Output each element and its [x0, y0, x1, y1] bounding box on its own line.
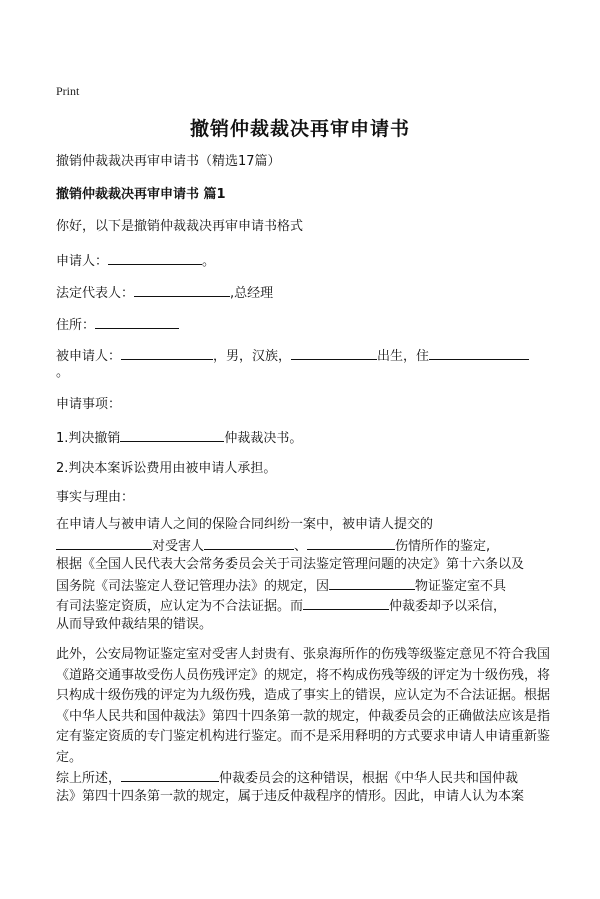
legal-rep-label: 法定代表人：	[56, 286, 135, 301]
respondent-line	[56, 345, 529, 367]
respondent-mid2: 出生，住	[377, 349, 430, 364]
p1-l4-b: 物证鉴定室不具	[415, 579, 507, 594]
address-line	[56, 314, 179, 336]
applicant-label: 申请人：	[56, 254, 109, 269]
paragraph-1-line-1: 在申请人与被申请人之间的保险合同纠纷一案中，被申请人提交的	[56, 517, 434, 532]
applicant-line	[56, 250, 215, 272]
p1-l5-b: 仲裁委却予以采信，	[389, 599, 507, 614]
applicant-end: 。	[202, 254, 216, 269]
legal-rep-suffix: ,总经理	[230, 286, 274, 301]
facts-label: 事实与理由：	[56, 490, 135, 505]
legal-rep-line	[56, 282, 273, 304]
print-label: Print	[56, 84, 80, 98]
paragraph-2: 此外，公安局物证鉴定室对受害人封贵有、张泉海所作的伤残等级鉴定意见不符合我国《道路交通事故受伤人员伤残评定》的规定，将不构成伤残等级的评定为十级伤残，将只构成十级伤残的评定为九级伤残，造成了事实上的错误，应认定为不合法证据。根据《中华人民共和国仲裁法》第四十四条第一款的规定，仲裁委员会的正确做法应该是指定有鉴定资质的专门鉴定机构进行鉴定。而不是采用释明的方式要求申请人申请重新鉴定。	[56, 647, 551, 765]
p1-l4-a: 国务院《司法鉴定人登记管理办法》的规定，因	[56, 579, 330, 594]
p1-l2-b: 、	[294, 539, 308, 554]
item-1-suffix: 仲裁裁决书。	[224, 431, 303, 446]
section-heading: 撤销仲裁裁决再审申请书 篇1	[56, 187, 226, 202]
item-1-blank	[120, 427, 224, 442]
legal-rep-blank	[134, 282, 230, 297]
greeting-line: 你好，以下是撤销仲裁裁决再审申请书格式	[56, 219, 304, 234]
p1-l2-c: 伤情所作的鉴定,	[395, 539, 491, 554]
paragraph-3-line-2: 法》第四十四条第一款的规定，属于违反仲裁程序的情形。因此，申请人认为本案	[56, 789, 525, 804]
applicant-blank	[108, 250, 202, 265]
item-1-line	[56, 427, 302, 449]
paragraph-1-line-5	[56, 595, 506, 617]
document-title: 撤销仲裁裁决再审申请书	[189, 118, 410, 140]
respondent-address-blank	[429, 345, 529, 360]
p1-l2-a: 对受害人	[152, 539, 205, 554]
address-blank	[95, 314, 179, 329]
p3-l1-b: 仲裁委员会的这种错误，根据《中华人民共和国仲裁	[219, 771, 519, 786]
victim-2-blank	[307, 535, 395, 550]
victim-1-blank	[204, 535, 294, 550]
paragraph-1-line-2	[56, 535, 490, 557]
respondent-name-blank	[121, 345, 213, 360]
address-label: 住所：	[56, 318, 96, 333]
arbitration-blank-2	[121, 767, 219, 782]
item-2-line: 2.判决本案诉讼费用由被申请人承担。	[56, 461, 277, 476]
p1-l5-a: 有司法鉴定资质，应认定为不合法证据。而	[56, 599, 304, 614]
document-subtitle: 撤销仲裁裁决再审申请书（精选17篇）	[56, 154, 281, 169]
paragraph-1-line-6: 从而导致仲裁结果的错误。	[56, 617, 213, 632]
respondent-mid1: ，男，汉族，	[213, 349, 292, 364]
item-1-prefix: 1.判决撤销	[56, 431, 121, 446]
paragraph-3-line-1	[56, 767, 518, 789]
lab-blank	[329, 575, 415, 590]
respondent-end: 。	[56, 365, 70, 380]
p3-l1-a: 综上所述，	[56, 771, 122, 786]
respondent-label: 被申请人：	[56, 349, 122, 364]
paragraph-1-line-3: 根据《全国人民代表大会常务委员会关于司法鉴定管理问题的决定》第十六条以及	[56, 557, 525, 572]
appraiser-blank	[56, 535, 152, 550]
matters-label: 申请事项：	[56, 397, 122, 412]
respondent-birth-blank	[291, 345, 377, 360]
paragraph-1-line-4	[56, 575, 506, 597]
arbitration-blank-1	[303, 595, 389, 610]
